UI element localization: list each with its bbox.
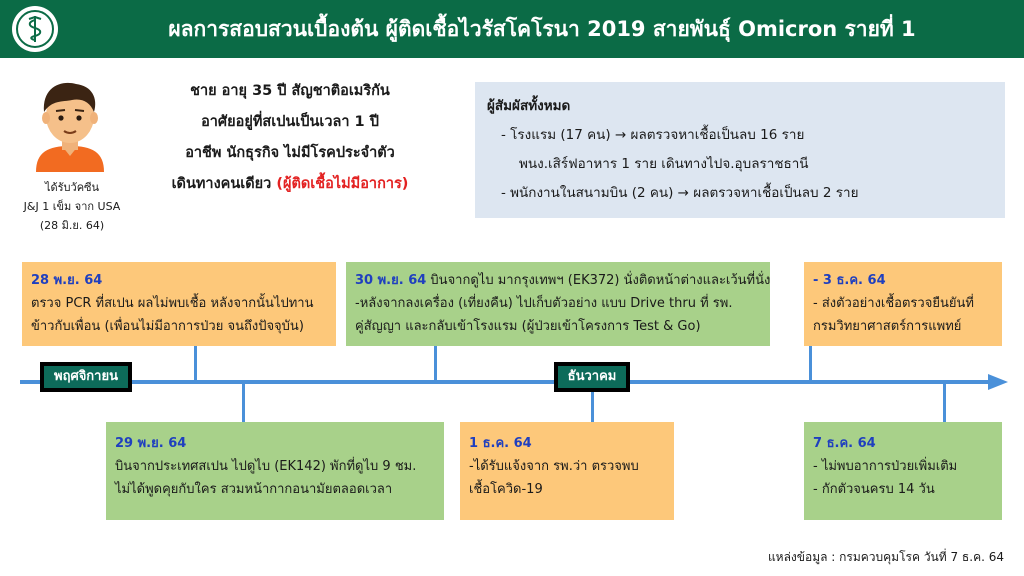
event-box-3-dec [804, 262, 1002, 346]
profile-line-4 [140, 169, 440, 200]
profile-line-2: อาศัยอยู่ที่สเปนเป็นเวลา 1 ปี [201, 114, 379, 130]
event-date: 30 พ.ย. 64 [355, 273, 427, 288]
vaccine-line-1: ได้รับวัคซีน [44, 181, 100, 194]
event-box-1-dec [460, 422, 674, 520]
event-box-29-nov [106, 422, 444, 520]
timeline-arrow-icon [988, 374, 1008, 390]
event-date: 28 พ.ย. 64 [31, 273, 103, 288]
event-text-line-1: ตรวจ PCR ที่สเปน ผลไม่พบเชื้อ หลังจากนั้นไปทาน [31, 296, 314, 311]
header-bar [0, 0, 1024, 58]
vaccine-line-3: (28 มิ.ย. 64) [39, 219, 105, 232]
vaccine-line-2: J&J 1 เข็ม จาก USA [23, 200, 121, 213]
tick-e2 [242, 382, 245, 422]
event-date: - 3 ธ.ค. 64 [813, 273, 886, 288]
profile-line-3: อาชีพ นักธุรกิจ ไม่มีโรคประจำตัว [185, 145, 395, 161]
event-text-line-2: เชื้อโควิด-19 [469, 482, 543, 497]
event-text-line-2: -หลังจากลงเครื่อง (เที่ยงคืน) ไปเก็บตัวอย่าง แบบ Drive thru ที่ รพ. [355, 296, 733, 311]
ministry-logo-icon [12, 6, 58, 52]
event-text-line-1: บินจากประเทศสเปน ไปดูไบ (EK142) พักที่ดูไบ 9 ชม. [115, 459, 417, 474]
event-text-line-3: คู่สัญญา และกลับเข้าโรงแรม (ผู้ป่วยเข้าโครงการ Test & Go) [355, 319, 701, 334]
event-box-30-nov [346, 262, 770, 346]
patient-profile [140, 76, 440, 200]
contacts-heading: ผู้สัมผัสทั้งหมด [487, 98, 571, 114]
event-text-line-2: ไม่ได้พูดคุยกับใคร สวมหน้ากากอนามัยตลอดเวลา [115, 482, 393, 497]
contacts-hotel: - โรงแรม (17 คน) → ผลตรวจหาเชื้อเป็นลบ 16 ราย [501, 127, 805, 143]
profile-asymptomatic-text: (ผู้ติดเชื้อไม่มีอาการ) [276, 176, 409, 192]
event-text-line-2: ข้าวกับเพื่อน (เพื่อนไม่มีอาการป่วย จนถึงปัจจุบัน) [31, 319, 304, 334]
profile-travel-text: เดินทางคนเดียว [171, 176, 277, 192]
event-text-line-1: บินจากดูไบ มากรุงเทพฯ (EK372) นั่งติดหน้าต่างและเว้นที่นั่ง [426, 273, 771, 288]
month-label-december: ธันวาคม [554, 362, 630, 392]
event-date: 29 พ.ย. 64 [115, 436, 187, 451]
tick-e5 [809, 344, 812, 382]
timeline-axis [20, 380, 992, 384]
contacts-airport: - พนักงานในสนามบิน (2 คน) → ผลตรวจหาเชื้อเป็นลบ 2 ราย [501, 185, 859, 201]
event-box-7-dec [804, 422, 1002, 520]
event-date: 1 ธ.ค. 64 [469, 436, 532, 451]
event-text-line-1: - ส่งตัวอย่างเชื้อตรวจยืนยันที่ [813, 296, 974, 311]
event-date: 7 ธ.ค. 64 [813, 436, 876, 451]
event-box-28-nov [22, 262, 336, 346]
event-text-line-1: - ไม่พบอาการป่วยเพิ่มเติม [813, 459, 958, 474]
patient-avatar-icon [28, 76, 112, 172]
event-text-line-2: กรมวิทยาศาสตร์การแพทย์ [813, 319, 962, 334]
event-text-line-1: -ได้รับแจ้งจาก รพ.ว่า ตรวจพบ [469, 459, 639, 474]
tick-e1 [194, 344, 197, 382]
source-note: แหล่งข้อมูล : กรมควบคุมโรค วันที่ 7 ธ.ค. 64 [767, 550, 1004, 564]
page-title: ผลการสอบสวนเบื้องต้น ผู้ติดเชื้อไวรัสโคโรนา 2019 สายพันธุ์ Omicron รายที่ 1 [168, 17, 916, 41]
vaccine-info [10, 178, 134, 235]
event-text-line-2: - กักตัวจนครบ 14 วัน [813, 482, 935, 497]
tick-e3 [434, 344, 437, 382]
contacts-panel [475, 82, 1005, 218]
profile-line-1: ชาย อายุ 35 ปี สัญชาติอเมริกัน [190, 83, 390, 99]
tick-e6 [943, 382, 946, 422]
month-label-november: พฤศจิกายน [40, 362, 132, 392]
contacts-hotel-note: พนง.เสิร์ฟอาหาร 1 ราย เดินทางไปจ.อุบลราชธานี [519, 156, 809, 172]
